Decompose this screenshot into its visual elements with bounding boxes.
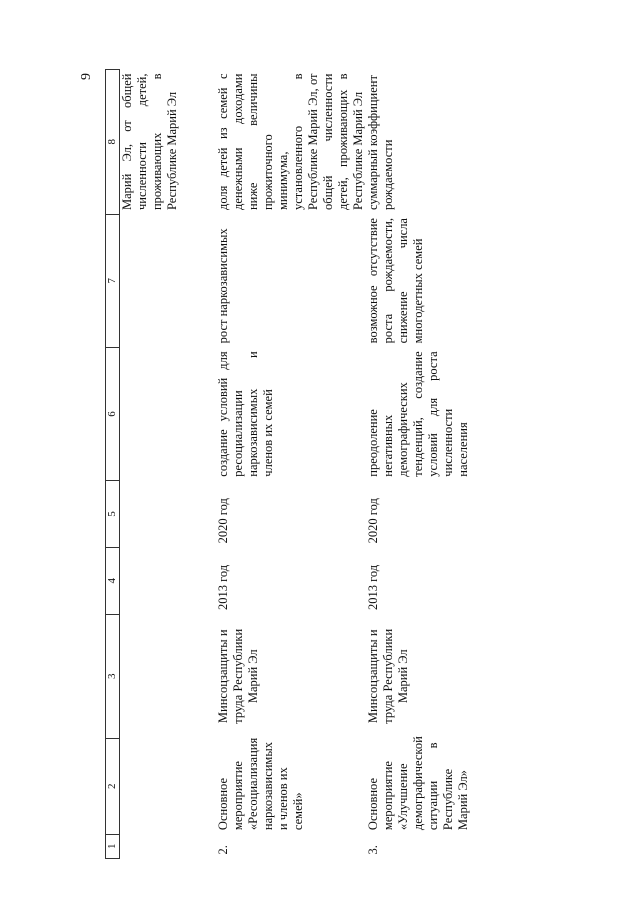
- rotated-table-page: [105, 69, 470, 859]
- table-row: [216, 70, 366, 859]
- indicator-cell: Марий Эл, от общей численности детей, проживающих в Республике Марий Эл: [120, 73, 179, 211]
- column-header-3: 3: [106, 614, 120, 738]
- column-header-6: 6: [106, 347, 120, 480]
- expected-result-cell: преодоление негативных демографических тенденций, создание условий для роста численности населения: [366, 351, 470, 477]
- indicator-cell: суммарный коэффициент рождаемости: [366, 75, 395, 211]
- end-year-cell: 2020 год: [216, 498, 230, 544]
- column-header-7: 7: [106, 214, 120, 347]
- column-header-5: 5: [106, 481, 120, 548]
- executor-cell: Минсоцзащиты и труда Республики Марий Эл: [216, 628, 260, 724]
- row-number-cell: 3.: [366, 845, 380, 855]
- column-header-1: 1: [106, 834, 120, 858]
- table-row-continuation: [120, 70, 217, 859]
- activity-name-cell: Основное мероприятие «Улучшение демографической ситуации в Республике Марий Эл»: [366, 736, 470, 831]
- table-row: [366, 70, 471, 859]
- program-activities-table: [105, 69, 471, 859]
- activity-name-cell: Основное мероприятие «Ресоциализация наркозависимых и членов их семей»: [216, 737, 305, 831]
- column-number-header-row: [106, 70, 120, 859]
- start-year-cell: 2013 год: [216, 564, 230, 611]
- page-number: 9: [79, 73, 94, 80]
- executor-cell: Минсоцзащиты и труда Республики Марий Эл: [366, 628, 410, 724]
- start-year-cell: 2013 год: [366, 564, 380, 611]
- column-header-4: 4: [106, 547, 120, 614]
- column-header-8: 8: [106, 70, 120, 215]
- consequence-cell: возможное отсутствие роста рождаемости, снижение числа многодетных семей: [366, 218, 425, 344]
- consequence-cell: рост наркозависимых: [216, 228, 230, 344]
- end-year-cell: 2020 год: [366, 498, 380, 544]
- column-header-2: 2: [106, 739, 120, 835]
- expected-result-cell: создание условий для ресоциализации наркозависимых и членов их семей: [216, 351, 275, 477]
- row-number-cell: 2.: [216, 845, 230, 855]
- indicator-cell: доля детей из семей с денежными доходами ниже величины прожиточного минимума, установленного в Республике Марий Эл, от общей численности детей, проживающих в Республике Марий Эл: [216, 73, 365, 211]
